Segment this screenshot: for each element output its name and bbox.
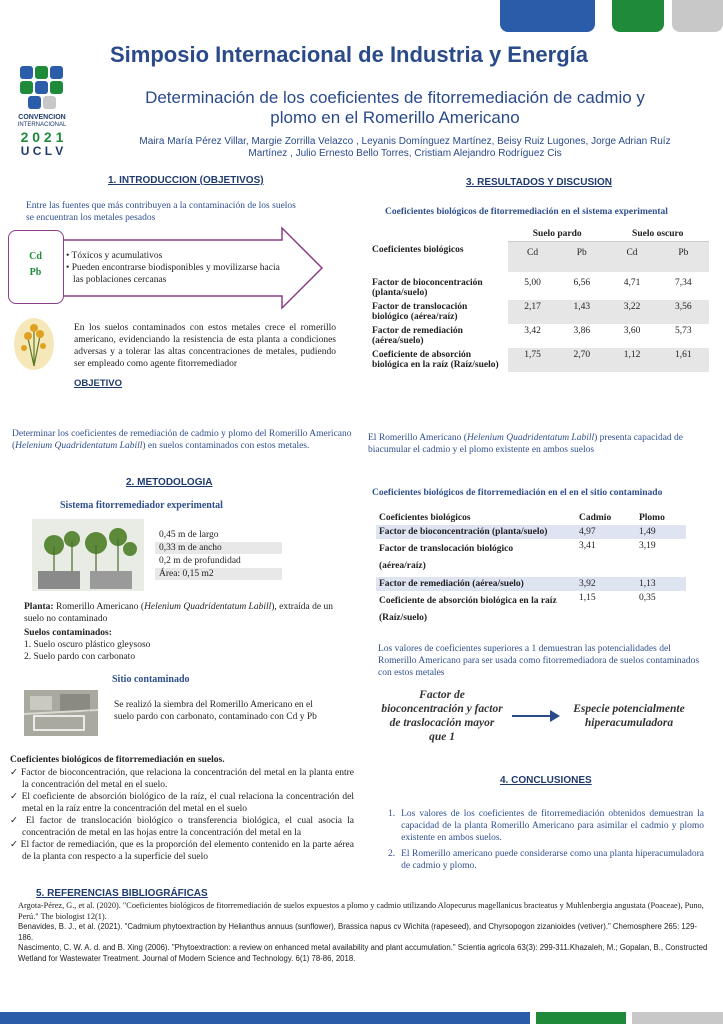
conclusion-item: 1. Los valores de los coeficientes de fitorremediación obtenidos demuestran la capacidad de la planta Romerillo Americano para asimilar el cadmio y plomo existente en ambos suelos. (388, 809, 704, 843)
dim-width: 0,33 m de ancho (155, 542, 282, 555)
table1-note-post: ) presenta capacidad de biacumular el cadmio y el plomo existente en ambos suelos (368, 433, 684, 455)
objective-post: ) en suelos contaminados con estos metales. (142, 441, 310, 451)
t1-cell: 2,17 (508, 300, 557, 324)
metal-pb: Pb (29, 267, 42, 278)
t2-cell: 1,13 (636, 577, 686, 591)
t1-row-name: Factor de remediación (aérea/suelo) (372, 326, 463, 346)
plant-text: En los suelos contaminados con estos metales crece el romerillo americano, evidenciando la resistencia de esta planta a condiciones adversas y a tolerar las altas concentraciones de metales, pudiendo ser empleado como agente fitorremediador (74, 323, 336, 369)
t1-cell: 2,70 (557, 348, 606, 372)
t1-cell: 3,56 (658, 300, 709, 324)
conclusion-text: El Romerillo americano puede considerarse como una planta hiperacumuladora de cadmio y plomo. (401, 849, 704, 871)
logo-square (35, 81, 48, 94)
soil-1: 1. Suelo oscuro plástico gleysoso (24, 640, 151, 650)
t1-cell: 3,60 (623, 326, 641, 336)
references-heading: 5. REFERENCIAS BIBLIOGRÁFICAS (36, 888, 208, 899)
intro-bullet-1: • Tóxicos y acumulativos (66, 251, 163, 261)
table-experimental (368, 227, 709, 372)
conclusion-item: 2. El Romerillo americano puede considerarse como una planta hiperacumuladora de cadmio y plomo. (388, 849, 704, 871)
table-row (376, 577, 686, 591)
conclusions-heading: 4. CONCLUSIONES (500, 775, 592, 786)
t1-cell: 1,12 (606, 348, 657, 372)
top-bar-blue (500, 0, 595, 32)
logo-square (50, 81, 63, 94)
top-bar-gray (672, 0, 723, 32)
table1-note-pre: El Romerillo Americano ( (368, 433, 467, 443)
table2-title: Coeficientes biológicos de fitorremediación en el en el sitio contaminado (372, 488, 663, 498)
subtitle-line1: Determinación de los coeficientes de fitorremediación de cadmio y (145, 88, 645, 107)
top-bar-green (612, 0, 664, 32)
plant-pre: Romerillo Americano ( (53, 602, 145, 612)
t2-row-name (376, 539, 576, 577)
t2-col-label: Coeficientes biológicos (379, 513, 471, 523)
t1-cell: 1,61 (658, 348, 709, 372)
t2-row-name-1: Factor de translocación biológico (379, 544, 514, 554)
t1-cell: 3,22 (606, 300, 657, 324)
coef-title: Coeficientes biológicos de fitorremediación en suelos. (10, 755, 225, 765)
t1-group-oscuro: Suelo oscuro (606, 227, 709, 242)
logo-square (43, 96, 56, 109)
coef-item-text: El coeficiente de absorción biológico de la raíz, el cual relaciona la concentración del metal en la raíz entre la concentración del metal en el suelo (21, 792, 354, 814)
coef-list (10, 767, 354, 863)
method-heading: 2. METODOLOGIA (126, 477, 213, 488)
logo-square (20, 66, 33, 79)
t2-row-name (376, 591, 576, 629)
plant-species: Helenium Quadridentatum Labill (144, 602, 272, 612)
table-contaminated-site (376, 511, 686, 629)
table-row (376, 539, 686, 577)
site-text: Se realizó la siembra del Romerillo Americano en el suelo pardo con carbonato, contaminado con Cd y Pb (114, 700, 317, 722)
t2-cell: 1,49 (636, 525, 686, 539)
t1-row-name: Coeficiente de absorción biológica en la raíz (Raíz/suelo) (368, 348, 508, 372)
bottom-bar-gray (632, 1012, 723, 1024)
objective-species: Helenium Quadridentatum Labill (15, 441, 143, 451)
intro-lead: Entre las fuentes que más contribuyen a la contaminación de los suelos se encuentran los metales pesados (26, 201, 296, 223)
t2-col-cd: Cadmio (579, 513, 612, 523)
objective-text (12, 428, 352, 452)
t1-cell: 3,86 (573, 326, 591, 336)
system-dimensions (155, 529, 282, 581)
t1-row-name: Factor de bioconcentración (planta/suelo) (372, 278, 483, 298)
logo-acronym: U C L V (20, 144, 64, 158)
coef-item: ✓ Factor de bioconcentración, que relaciona la concentración del metal en la planta entre la concentración del metal en el suelo. (10, 768, 354, 790)
t1-cell: 3,42 (524, 326, 541, 336)
t2-cell: 3,92 (576, 577, 636, 591)
t1-cell: 1,75 (508, 348, 557, 372)
objective-pre: Determinar los coeficientes de remediación de cadmio y plomo del Romerillo Americano ( (12, 429, 352, 451)
main-title: Simposio Internacional de Industria y Energía (110, 42, 588, 67)
plant-post: ), extraída de un suelo no contaminado (24, 602, 333, 624)
flow-arrow-icon (512, 708, 560, 724)
reference-item: Argota-Pérez, G., et al. (2020). "Coeficientes biológicos de fitorremediación de suelos expuestos a plomo y cadmio utilizando Alopecurus magellanicus bracteatus y Muhlenbergia angustata (Poaceae), Puno, Perú." The biologist 12(1). (18, 901, 704, 921)
references-list (18, 901, 708, 964)
t2-row-name: Factor de remediación (aérea/suelo) (376, 577, 576, 591)
t2-cell: 3,41 (579, 541, 596, 551)
intro-bullet-2: • Pueden encontrarse biodisponibles y movilizarse hacia las poblaciones cercanas (66, 263, 280, 285)
t1-sub-cd: Cd (606, 242, 657, 273)
t2-row-name: Factor de bioconcentración (planta/suelo) (376, 525, 576, 539)
dim-depth: 0,2 m de profundidad (155, 555, 282, 568)
t2-cell: 3,19 (638, 541, 656, 551)
site-map-image (24, 690, 98, 736)
table1-title: Coeficientes biológicos de fitorremediación en el sistema experimental (385, 207, 668, 217)
conclusions-list (388, 808, 704, 872)
coef-item: ✓ El coeficiente de absorción biológico de la raíz, el cual relaciona la concentración del metal en la raíz entre la concentración del metal en el suelo (10, 792, 354, 814)
conclusion-text: Los valores de los coeficientes de fitorremediación obtenidos demuestran la capacidad de la planta Romerillo Americano para asimilar el cadmio y plomo existente en ambos suelos. (401, 809, 704, 843)
t1-cell: 7,34 (675, 278, 692, 288)
table-row (368, 348, 709, 372)
coef-item: ✓ El factor de translocación biológico o transferencia biológica, el cual asocia la concentración de metal en las hojas entre la concentración del metal en la (10, 816, 354, 838)
intro-heading: 1. INTRODUCCION (OBJETIVOS) (108, 175, 264, 186)
plant-flower-image (12, 316, 56, 372)
t2-row-name-1: Coeficiente de absorción biológica en la raíz (379, 596, 557, 606)
reference-item: Nascimento, C. W. A. d. and B. Xing (2006). "Phytoextraction: a review on enhanced metal availability and plant accumulation." Scientia agricola 63(3): 299-311.Khazaleh, M.; Gopalan, B., Constructed Wetland for Wastewater Treatment. Journal of Modern Science and Technology. 6(1) 78-86, 2018. (18, 943, 708, 963)
t1-group-pardo: Suelo pardo (508, 227, 606, 242)
t1-col-label: Coeficientes biológicos (372, 244, 464, 255)
table1-note (368, 432, 708, 456)
soil-2-text: Suelo pardo con carbonato (33, 652, 136, 662)
intro-bullet-1-text: Tóxicos y acumulativos (71, 251, 163, 261)
table-row (368, 272, 709, 300)
logo-line1: CONVENCION (18, 114, 66, 121)
intro-bullets (66, 250, 286, 286)
t1-sub-cd: Cd (508, 242, 557, 273)
reference-item: Benavides, B. J., et al. (2021). "Cadmium phytoextraction by Helianthus annuus (sunflower), Brassica napus cv Wichita (rapeseed), and Chyrsopogon zizanioides (vetiver)." Chemosphere 265: 129-186. (18, 922, 698, 942)
t1-cell: 5,00 (524, 278, 541, 288)
t2-cell: 1,15 (579, 593, 596, 603)
table-row (376, 525, 686, 539)
t2-row-name-2: (Raíz/suelo) (379, 613, 428, 623)
coef-item: ✓ El factor de remediación, que es la proporción del elemento contenido en la parte aérea de la planta con respecto a la superficie del suelo (10, 840, 354, 862)
results-heading: 3. RESULTADOS Y DISCUSION (466, 177, 612, 188)
system-title: Sistema fitorremediador experimental (60, 500, 223, 511)
logo-year: 2 0 2 1 (20, 129, 64, 145)
t1-sub-pb: Pb (557, 242, 606, 273)
t2-cell: 4,97 (576, 525, 636, 539)
metal-cd: Cd (29, 251, 42, 262)
coef-item-text: Factor de bioconcentración, que relaciona la concentración del metal en la planta entre la concentración del metal en el suelo. (21, 768, 354, 790)
plant-label: Planta: (24, 602, 54, 612)
logo-line2: INTERNACIONAL (17, 122, 67, 128)
objective-label: OBJETIVO (74, 378, 123, 389)
table-row (376, 591, 686, 629)
t2-cell: 0,35 (638, 593, 656, 603)
t1-cell: 4,71 (623, 278, 641, 288)
coef-item-text: El factor de translocación biológico o transferencia biológica, el cual asocia la concentración de metal en las hojas entre la concentración del metal en la (22, 816, 354, 838)
logo-square (50, 66, 63, 79)
authors-line2: Martínez , Julio Ernesto Bello Torres, Cristiam Alejandro Rodríguez Cis (248, 148, 562, 159)
t2-row-name-2: (aérea/raíz) (379, 561, 426, 571)
t1-cell: 6,56 (573, 278, 591, 288)
t1-sub-pb: Pb (658, 242, 709, 273)
flow-right-text: Especie potencialmente hiperacumuladora (573, 703, 685, 729)
flow-left-text: Factor de bioconcentración y factor de traslocación mayor que 1 (381, 689, 503, 743)
authors-line1: Maira María Pérez Villar, Margie Zorrilla Velazco , Leyanis Domínguez Martínez, Beisy Ruiz Lugones, Jorge Adrian Ruíz (139, 136, 671, 147)
soils-label: Suelos contaminados: (24, 628, 112, 638)
metals-box (8, 230, 64, 304)
dim-area: Área: 0,15 m2 (155, 568, 282, 581)
logo-square (35, 66, 48, 79)
table-row (368, 324, 709, 348)
table-row (368, 300, 709, 324)
logo-square (28, 96, 41, 109)
t1-cell: 5,73 (675, 326, 692, 336)
bottom-bar-green (536, 1012, 626, 1024)
logo (14, 62, 74, 162)
dim-length: 0,45 m de largo (155, 529, 282, 542)
logo-square (20, 81, 33, 94)
t1-row-name: Factor de translocación biológico (aérea/raíz) (368, 300, 508, 324)
site-title: Sitio contaminado (112, 674, 190, 685)
coef-item-text: El factor de remediación, que es la proporción del elemento contenido en la parte aérea de la planta con respecto a la superficie del suelo (20, 840, 354, 862)
t1-cell: 1,43 (557, 300, 606, 324)
soil-1-text: Suelo oscuro plástico gleysoso (33, 640, 151, 650)
table1-note-species: Helenium Quadridentatum Labill (466, 433, 595, 443)
plant-description (24, 601, 344, 625)
experimental-system-image (32, 519, 144, 591)
t2-col-pb: Plomo (638, 513, 665, 523)
subtitle-line2: plomo en el Romerillo Americano (270, 108, 520, 127)
bottom-bar-blue (0, 1012, 530, 1024)
intro-bullet-2-text: Pueden encontrarse biodisponibles y movilizarse hacia las poblaciones cercanas (71, 263, 280, 285)
soil-2: 2. Suelo pardo con carbonato (24, 652, 136, 662)
table2-note: Los valores de coeficientes superiores a 1 demuestran las potencialidades del Romerillo Americano para ser usada como fitorremediadora de suelos contaminados con estos metales (378, 644, 700, 678)
